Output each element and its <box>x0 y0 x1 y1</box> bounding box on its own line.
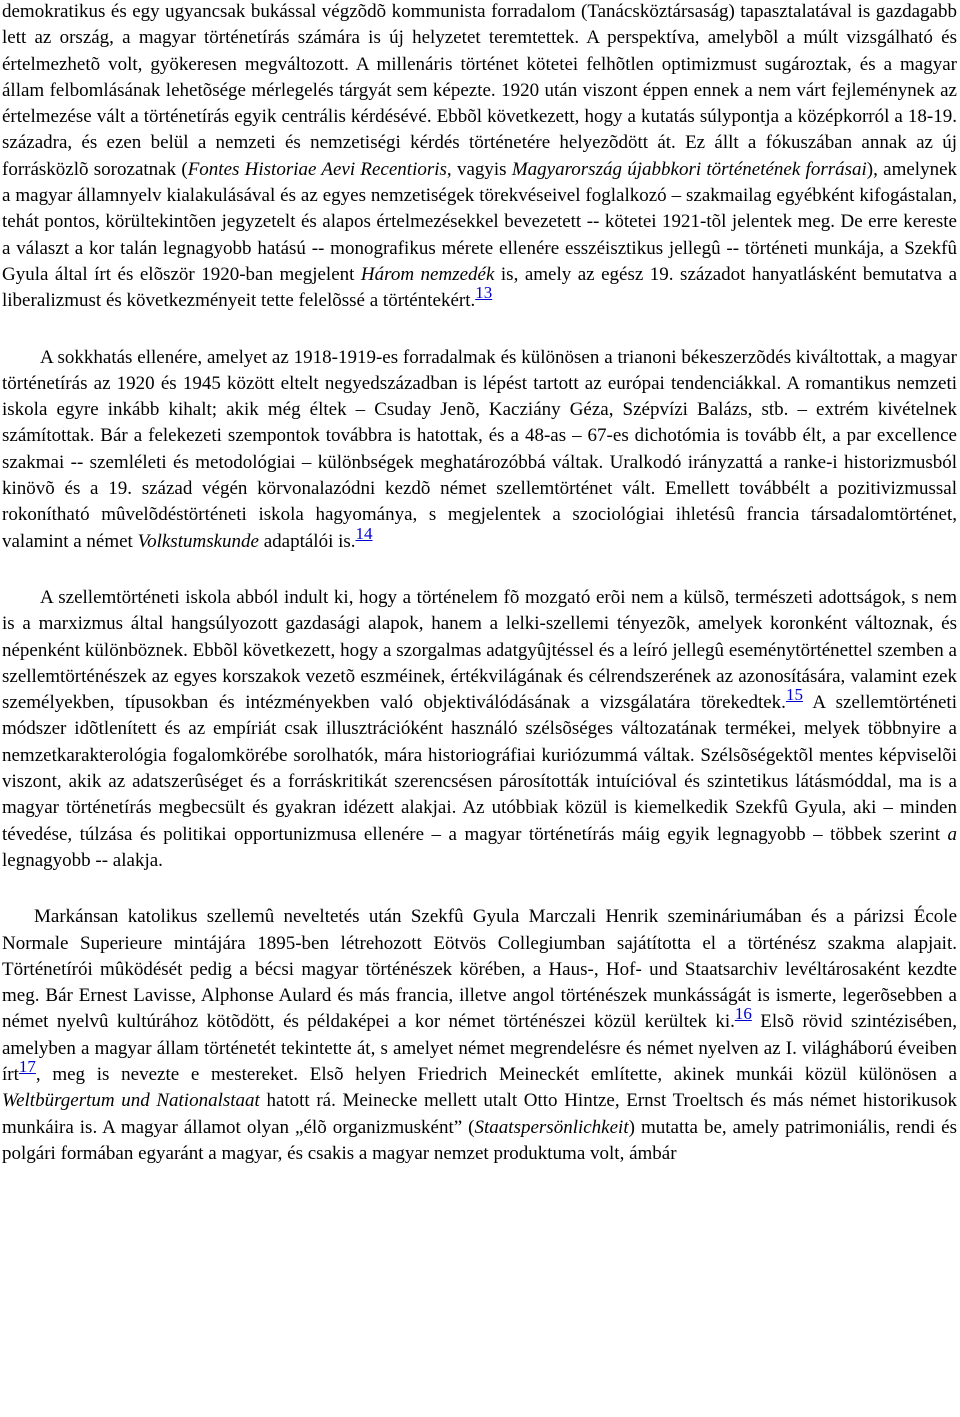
footnote-link-14[interactable]: 14 <box>355 523 373 543</box>
text-run: legnagyobb -- alakja. <box>2 849 163 871</box>
italic-title: Fontes Historiae Aevi Recentioris <box>187 158 447 180</box>
italic-title: Három nemzedék <box>360 263 495 285</box>
italic-title: a <box>947 823 957 845</box>
footnote-link-17[interactable]: 17 <box>18 1056 36 1076</box>
italic-title: Weltbürgertum und Nationalstaat <box>2 1090 260 1112</box>
footnote-link-15[interactable]: 15 <box>785 685 803 705</box>
text-run: ) mutatta be, amely patrimoniális, rendi és polgári formában egyaránt a magyar, és csakis a magyar nemzet produktuma volt, ámbár <box>2 1116 957 1164</box>
text-run: A szellemtörténeti iskola abból indult ki, hogy a történelem fõ mozgató erõi nem a külsõ, természeti adottságok, s nem is a marxizmus által hangsúlyozott gazdasági alapok, hanem a lelki-szellemi tényezõk, amelyek koronként változnak, és népenként különböznek. Ebbõl következett, hogy a szorgalmas adatgyûjtéssel és a leíró jellegû eseménytörténettel szemben a szellemtörténészek az egyes korszakok vezetõ eszméinek, értékvilágának és célrendszerének az azonosítására, valamint ezek személyekben, típusokban és intézményekben való objektiválódásának a vizsgálatára törekedtek. <box>2 586 957 714</box>
text-run: Markánsan katolikus szellemû neveltetés után Szekfû Gyula Marczali Henrik szemináriumában és a párizsi École Normale Superieure mintájára 1895-ben létrehozott Eötvös Collegiumban sajátította el a történész szakma alapjait. Történetírói mûködését pedig a bécsi magyar történészek körében, a Haus-, Hof- und Staatsarchiv levéltárosaként kezdte meg. Bár Ernest Lavisse, Alphonse Aulard és más francia, illetve angol történészek munkásságát is ismerte, legerõsebben a német nyelvû kultúrához kötõdött, és példaképei a kor német történészei közül kerültek ki. <box>2 906 957 1033</box>
text-run: is, amely az egész 19. századot hanyatlásként bemutatva a liberalizmust és következményeit tette felelõssé a történtekért. <box>2 263 958 312</box>
text-run: A szellemtörténeti módszer idõtlenített és az empíriát csak illusztrációként használó szélsõséges változatának termékei, melyek többnyire a nemzetkarakterológia fogalomkörébe sorolhatók, mára historiográfiai kuriózummá váltak. Szélsõségektõl mentes képviselõi viszont, akik az adatszerûséget és a forráskritikát szerencsésen párosították intuícióval és szintetikus látásmóddal, ma is a magyar történetírás megbecsült és gyakran idézett alakjai. Az utóbbiak közül is kiemelkedik Szekfû Gyula, aki – minden tévedése, túlzása és politikai opportunizmusa ellenére – a magyar történetírás máig egyik legnagyobb – többek szerint <box>2 692 957 845</box>
paragraph-1 <box>2 0 957 315</box>
text-run: ), amelynek a magyar államnyelv kialakulásával és az egyes nemzetiségek törekvéseivel foglalkozó – szakmailag egyébként kifogástalan, tehát pontos, körültekintõen jegyzetelt és alapos értelmezésekkel bevezetett -- kötetei 1921-tõl jelentek meg. De erre kereste a választ a kor talán legnagyobb hatású -- monografikus mérete ellenére esszéisztikus jellegû -- történeti munkája, a Szekfû Gyula által írt és elõször 1920-ban megjelent <box>2 158 957 285</box>
text-run: demokratikus és egy ugyancsak bukással végzõdõ kommunista forradalom (Tanácsköztársaság) tapasztalatával is gazdagabb lett az ország, a magyar történetírás számára is új helyzetet teremtettek. A perspektíva, amelybõl a múlt vizsgálható és értelmezhetõ volt, gyökeresen megváltozott. A millenáris történet kötetei felhõtlen optimizmust sugároztak, és a magyar állam felbomlásának lehetõsége mérlegelés tárgyát sem képezte. 1920 után viszont éppen ennek a nem várt fejleménynek az értelmezése vált a történetírás egyik centrális kérdésévé. Ebbõl következett, hogy a kutatás súlypontja a középkorról a 18-19. századra, és ezen belül a nemzeti és nemzetiségi kérdés történetére helyezõdött át. Ez állt a fókuszában annak az új forrásközlõ sorozatnak ( <box>2 1 957 180</box>
text-run: Elsõ rövid szintézisében, amelyben a magyar állam történetét tekintette át, s amelyet német megrendelésre és német nyelven az I. világháború éveiben írt <box>2 1011 957 1085</box>
paragraph-3 <box>2 585 957 874</box>
italic-title: Magyarország újabbkori történetének forrásai <box>511 158 867 180</box>
paragraph-2 <box>2 345 957 555</box>
text-run: , meg is nevezte e mestereket. Elsõ helyen Friedrich Meineckét említette, akinek munkái közül különösen a <box>35 1063 957 1085</box>
text-run: adaptálói is. <box>258 530 356 552</box>
text-run: hatott rá. Meinecke mellett utalt Otto Hintze, Ernst Troeltsch és más német historikusok munkáira is. A magyar államot olyan „élõ organizmusként” ( <box>2 1090 957 1138</box>
document-page <box>2 0 957 1167</box>
footnote-link-13[interactable]: 13 <box>475 283 493 303</box>
paragraph-4 <box>2 904 957 1167</box>
text-run: A sokkhatás ellenére, amelyet az 1918-1919-es forradalmak és különösen a trianoni békeszerzõdés kiváltottak, a magyar történetírás az 1920 és 1945 között eltelt negyedszázadban is lépést tartott az európai tendenciákkal. A romantikus nemzeti iskola egyre inkább kihalt; akik még éltek – Csuday Jenõ, Kacziány Géza, Szépvízi Balázs, stb. – extrém kivételnek számítottak. Bár a felekezeti szempontok továbbra is hatottak, és a 48-as – 67-es dichotómia is tovább élt, a par excellence szakmai -- szemléleti és metodológiai – különbségek meghatározóbbá váltak. Uralkodó irányzattá a ranke-i historizmusból kinövõ és a 19. század végén körvonalazódni kezdõ német szellemtörténet vált. Emellett továbbélt a pozitivizmussal rokonítható mûvelõdéstörténeti iskola hagyománya, s megjelentek a szociológiai ihletésû francia társadalomtörténet, valamint a német <box>2 346 957 552</box>
italic-title: Volkstumskunde <box>137 530 259 552</box>
italic-title: Staatspersönlichkeit <box>474 1116 629 1138</box>
footnote-link-16[interactable]: 16 <box>734 1004 752 1024</box>
text-run: , vagyis <box>446 158 512 180</box>
